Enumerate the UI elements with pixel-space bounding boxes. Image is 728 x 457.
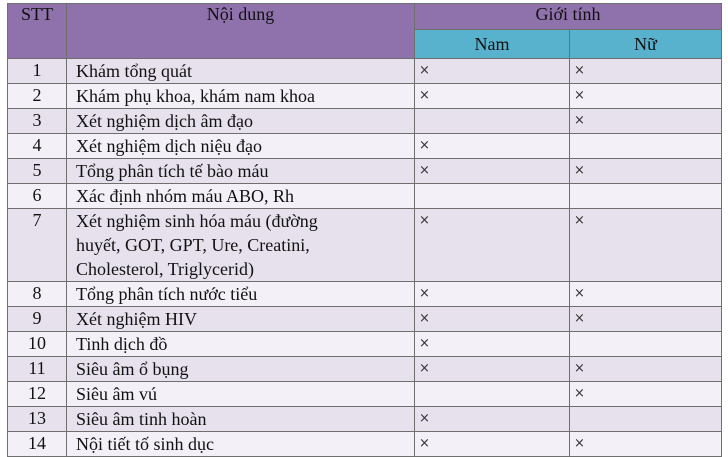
table-row: [8, 407, 722, 432]
header-gender: Giới tính: [415, 4, 722, 30]
row-number: 4: [8, 134, 67, 159]
row-content: Xác định nhóm máu ABO, Rh: [67, 184, 415, 209]
row-content-line: huyết, GOT, GPT, Ure, Creatini,: [76, 235, 310, 255]
table-row: [8, 184, 722, 209]
female-mark: ×: [570, 357, 722, 382]
male-mark: [415, 382, 570, 407]
female-mark: ×: [570, 84, 722, 109]
male-mark: [415, 109, 570, 134]
male-mark: ×: [415, 332, 570, 357]
table-row: [8, 109, 722, 134]
row-content: Tinh dịch đồ: [67, 332, 415, 357]
row-content: Tổng phân tích nước tiểu: [67, 282, 415, 307]
row-content: Siêu âm vú: [67, 382, 415, 407]
row-content-line: Cholesterol, Triglycerid): [76, 259, 254, 279]
table-row: [8, 134, 722, 159]
female-mark: [570, 332, 722, 357]
row-content: Xét nghiệm dịch niệu đạo: [67, 134, 415, 159]
female-mark: ×: [570, 209, 722, 282]
table-row: [8, 357, 722, 382]
header-stt: STT: [8, 4, 67, 59]
table-row: [8, 382, 722, 407]
male-mark: ×: [415, 282, 570, 307]
row-content: Tổng phân tích tế bào máu: [67, 159, 415, 184]
male-mark: ×: [415, 59, 570, 84]
row-number: 5: [8, 159, 67, 184]
row-number: 12: [8, 382, 67, 407]
male-mark: ×: [415, 357, 570, 382]
female-mark: ×: [570, 307, 722, 332]
row-content: Khám phụ khoa, khám nam khoa: [67, 84, 415, 109]
header-male: Nam: [415, 30, 570, 59]
row-number: 1: [8, 59, 67, 84]
table-row: [8, 209, 722, 282]
row-content: [67, 209, 415, 282]
row-number: 14: [8, 432, 67, 457]
row-number: 3: [8, 109, 67, 134]
male-mark: ×: [415, 432, 570, 457]
row-content-line: Xét nghiệm sinh hóa máu (đường: [76, 211, 318, 231]
row-number: 10: [8, 332, 67, 357]
row-content: Nội tiết tố sinh dục: [67, 432, 415, 457]
row-content: Xét nghiệm dịch âm đạo: [67, 109, 415, 134]
table-row: [8, 84, 722, 109]
header-female: Nữ: [570, 30, 722, 59]
table-row: [8, 159, 722, 184]
female-mark: ×: [570, 382, 722, 407]
row-number: 2: [8, 84, 67, 109]
male-mark: ×: [415, 407, 570, 432]
row-number: 11: [8, 357, 67, 382]
row-content: Siêu âm tinh hoàn: [67, 407, 415, 432]
table-row: [8, 282, 722, 307]
female-mark: ×: [570, 159, 722, 184]
male-mark: ×: [415, 159, 570, 184]
female-mark: [570, 184, 722, 209]
header-content: Nội dung: [67, 4, 415, 59]
table-row: [8, 332, 722, 357]
row-number: 8: [8, 282, 67, 307]
female-mark: ×: [570, 282, 722, 307]
row-number: 9: [8, 307, 67, 332]
table-row: [8, 307, 722, 332]
row-content: Xét nghiệm HIV: [67, 307, 415, 332]
female-mark: ×: [570, 59, 722, 84]
male-mark: ×: [415, 209, 570, 282]
male-mark: [415, 184, 570, 209]
male-mark: ×: [415, 134, 570, 159]
female-mark: [570, 134, 722, 159]
exam-table: [7, 3, 722, 457]
row-content: Siêu âm ổ bụng: [67, 357, 415, 382]
row-number: 13: [8, 407, 67, 432]
row-content: Khám tổng quát: [67, 59, 415, 84]
male-mark: ×: [415, 307, 570, 332]
table-row: [8, 432, 722, 457]
row-number: 6: [8, 184, 67, 209]
female-mark: [570, 407, 722, 432]
row-number: 7: [8, 209, 67, 282]
table-row: [8, 59, 722, 84]
female-mark: ×: [570, 109, 722, 134]
male-mark: ×: [415, 84, 570, 109]
female-mark: ×: [570, 432, 722, 457]
